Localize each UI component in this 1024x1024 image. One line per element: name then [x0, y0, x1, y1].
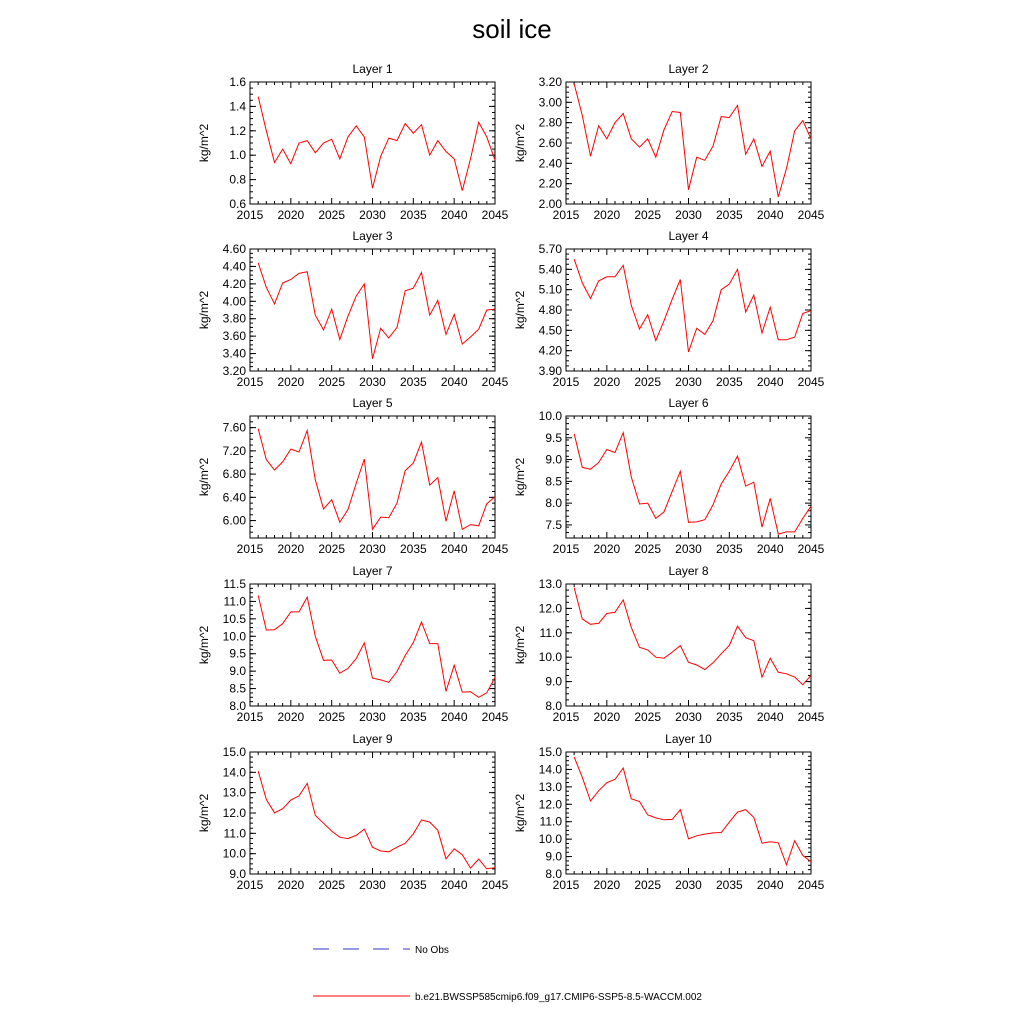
x-tick-label: 2015 [236, 710, 264, 724]
panel-title: Layer 4 [668, 229, 709, 243]
x-tick-label: 2040 [440, 208, 468, 222]
y-tick-label: 11.0 [223, 826, 246, 841]
y-tick-label: 12.0 [222, 806, 246, 820]
x-tick-label: 2035 [715, 208, 743, 222]
y-tick-label: 2.60 [538, 136, 562, 150]
legend-model-label: b.e21.BWSSP585cmip6.f09_g17.CMIP6-SSP5-8.5-WACCM.002 [415, 992, 702, 1003]
legend [313, 945, 702, 1003]
y-tick-label: 14.0 [222, 765, 246, 780]
x-tick-label: 2040 [756, 878, 784, 892]
panel-layer-7 [197, 564, 509, 724]
x-tick-label: 2020 [277, 208, 305, 222]
y-tick-label: 3.80 [222, 311, 246, 326]
y-tick-label: 7.5 [545, 517, 562, 532]
x-tick-label: 2025 [634, 375, 662, 389]
y-tick-label: 13.0 [538, 779, 562, 794]
x-tick-label: 2025 [634, 542, 662, 556]
x-tick-label: 2025 [318, 375, 346, 389]
x-tick-label: 2020 [277, 878, 305, 892]
y-tick-label: 6.40 [222, 490, 246, 505]
x-tick-label: 2030 [359, 542, 386, 556]
x-tick-label: 2035 [715, 710, 743, 724]
y-tick-label: 8.0 [545, 699, 562, 713]
y-axis-label: kg/m^2 [513, 457, 527, 497]
x-tick-label: 2030 [675, 375, 702, 389]
y-tick-label: 7.20 [222, 443, 246, 458]
y-tick-label: 9.0 [545, 849, 562, 864]
y-tick-label: 4.20 [222, 276, 246, 291]
panel-title: Layer 9 [352, 732, 393, 746]
x-tick-label: 2020 [277, 542, 305, 556]
x-tick-label: 2040 [756, 710, 784, 724]
y-tick-label: 11.0 [539, 814, 562, 829]
y-tick-label: 10.0 [538, 832, 562, 847]
x-tick-label: 2015 [236, 878, 264, 892]
y-axis-label: kg/m^2 [197, 793, 211, 833]
x-tick-label: 2015 [552, 375, 580, 389]
y-tick-label: 8.5 [229, 681, 246, 696]
x-tick-label: 2035 [399, 542, 427, 556]
panel-title: Layer 2 [668, 62, 709, 76]
y-axis-label: kg/m^2 [197, 457, 211, 497]
panel-title: Layer 8 [668, 564, 709, 578]
panel-layer-3 [197, 229, 509, 389]
x-tick-label: 2045 [481, 375, 509, 389]
x-tick-label: 2040 [756, 542, 784, 556]
y-tick-label: 8.0 [545, 496, 562, 511]
panel-layer-10 [513, 732, 825, 892]
figure-title: soil ice [472, 14, 552, 44]
panel-title: Layer 6 [668, 396, 709, 410]
y-tick-label: 10.5 [222, 611, 246, 626]
x-tick-label: 2040 [756, 208, 784, 222]
x-tick-label: 2020 [277, 710, 305, 724]
x-tick-label: 2045 [797, 208, 825, 222]
x-tick-label: 2045 [797, 542, 825, 556]
y-tick-label: 5.10 [538, 282, 562, 297]
y-tick-label: 4.50 [538, 323, 562, 338]
y-tick-label: 3.20 [222, 364, 246, 378]
panel-layer-5 [197, 396, 509, 556]
y-tick-label: 6.00 [222, 513, 246, 528]
x-tick-label: 2045 [797, 878, 825, 892]
series-line-layer-1 [258, 97, 495, 191]
y-tick-label: 2.40 [538, 156, 562, 171]
x-tick-label: 2045 [481, 208, 509, 222]
y-axis-label: kg/m^2 [513, 290, 527, 330]
x-tick-label: 2030 [359, 375, 386, 389]
y-tick-label: 9.5 [545, 430, 562, 445]
x-tick-label: 2015 [552, 878, 580, 892]
x-tick-label: 2030 [675, 710, 702, 724]
y-tick-label: 13.0 [538, 577, 562, 591]
y-tick-label: 1.4 [229, 99, 246, 114]
x-tick-label: 2015 [552, 542, 580, 556]
y-tick-label: 9.0 [545, 452, 562, 467]
y-tick-label: 1.0 [229, 148, 246, 163]
x-tick-label: 2040 [756, 375, 784, 389]
x-tick-label: 2035 [399, 208, 427, 222]
legend-obs-label: No Obs [415, 945, 449, 956]
y-tick-label: 8.0 [229, 699, 246, 713]
y-tick-label: 9.0 [229, 664, 246, 679]
panel-title: Layer 10 [665, 732, 712, 746]
panel-layer-8 [513, 564, 825, 724]
x-tick-label: 2040 [440, 375, 468, 389]
x-tick-label: 2020 [593, 878, 621, 892]
plot-frame [566, 249, 811, 371]
y-tick-label: 3.00 [538, 95, 562, 110]
x-tick-label: 2015 [236, 542, 264, 556]
y-tick-label: 1.6 [229, 75, 246, 89]
x-tick-label: 2045 [481, 710, 509, 724]
panel-title: Layer 7 [352, 564, 393, 578]
y-tick-label: 4.20 [538, 343, 562, 358]
y-tick-label: 15.0 [538, 745, 562, 759]
x-tick-label: 2020 [277, 375, 305, 389]
series-line-layer-7 [258, 596, 495, 698]
x-tick-label: 2035 [399, 710, 427, 724]
x-tick-label: 2045 [797, 710, 825, 724]
x-tick-label: 2040 [440, 542, 468, 556]
y-tick-label: 10.0 [222, 629, 246, 644]
x-tick-label: 2025 [318, 878, 346, 892]
y-tick-label: 3.90 [538, 364, 562, 378]
y-axis-label: kg/m^2 [513, 123, 527, 163]
plot-frame [250, 416, 495, 538]
x-tick-label: 2020 [593, 375, 621, 389]
x-tick-label: 2045 [481, 878, 509, 892]
y-tick-label: 10.0 [222, 846, 246, 861]
y-tick-label: 10.0 [538, 409, 562, 423]
x-tick-label: 2030 [675, 542, 702, 556]
y-tick-label: 12.0 [538, 601, 562, 616]
x-tick-label: 2035 [399, 375, 427, 389]
y-tick-label: 7.60 [222, 420, 246, 435]
y-axis-label: kg/m^2 [197, 290, 211, 330]
series-line-layer-2 [574, 84, 811, 197]
y-tick-label: 2.00 [538, 197, 562, 211]
series-line-layer-10 [574, 757, 811, 865]
x-tick-label: 2040 [440, 878, 468, 892]
x-tick-label: 2020 [593, 208, 621, 222]
y-axis-label: kg/m^2 [197, 123, 211, 163]
y-tick-label: 11.5 [223, 577, 246, 591]
y-tick-label: 4.40 [222, 259, 246, 274]
x-tick-label: 2035 [715, 542, 743, 556]
series-line-layer-8 [574, 588, 811, 685]
x-tick-label: 2025 [634, 208, 662, 222]
series-line-layer-6 [574, 433, 811, 534]
x-tick-label: 2025 [634, 878, 662, 892]
panel-title: Layer 1 [352, 62, 393, 76]
series-line-layer-4 [574, 259, 811, 352]
x-tick-label: 2020 [593, 542, 621, 556]
y-tick-label: 3.40 [222, 346, 246, 361]
y-tick-label: 4.80 [538, 303, 562, 317]
y-tick-label: 10.0 [538, 650, 562, 665]
x-tick-label: 2025 [318, 208, 346, 222]
y-tick-label: 0.6 [229, 197, 246, 211]
series-line-layer-3 [258, 263, 495, 359]
panel-layer-6 [513, 396, 825, 556]
series-line-layer-5 [258, 429, 495, 530]
y-axis-label: kg/m^2 [513, 625, 527, 665]
panel-title: Layer 5 [352, 396, 393, 410]
series-line-layer-9 [258, 771, 495, 869]
x-tick-label: 2015 [236, 208, 264, 222]
panel-layer-2 [513, 62, 825, 222]
y-axis-label: kg/m^2 [197, 625, 211, 665]
x-tick-label: 2030 [359, 710, 386, 724]
x-tick-label: 2025 [318, 542, 346, 556]
y-tick-label: 0.8 [229, 172, 246, 187]
y-tick-label: 6.80 [222, 467, 246, 482]
y-tick-label: 2.80 [538, 115, 562, 130]
x-tick-label: 2030 [675, 878, 702, 892]
x-tick-label: 2025 [634, 710, 662, 724]
y-tick-label: 9.5 [229, 646, 246, 661]
y-tick-label: 4.00 [222, 294, 246, 309]
y-tick-label: 11.0 [223, 594, 246, 609]
panel-layer-9 [197, 732, 509, 892]
x-tick-label: 2020 [593, 710, 621, 724]
x-tick-label: 2035 [399, 878, 427, 892]
panel-layer-1 [197, 62, 509, 222]
x-tick-label: 2030 [675, 208, 702, 222]
x-tick-label: 2035 [715, 878, 743, 892]
y-tick-label: 5.40 [538, 262, 562, 277]
y-tick-label: 14.0 [538, 762, 562, 777]
x-tick-label: 2035 [715, 375, 743, 389]
panel-layer-4 [513, 229, 825, 389]
plot-frame [250, 752, 495, 874]
y-tick-label: 11.0 [539, 625, 562, 640]
panel-title: Layer 3 [352, 229, 393, 243]
y-tick-label: 2.20 [538, 176, 562, 191]
y-tick-label: 12.0 [538, 797, 562, 812]
y-axis-label: kg/m^2 [513, 793, 527, 833]
y-tick-label: 1.2 [229, 123, 246, 138]
x-tick-label: 2015 [552, 710, 580, 724]
plot-frame [250, 249, 495, 371]
y-tick-label: 15.0 [222, 745, 246, 759]
x-tick-label: 2030 [359, 208, 386, 222]
y-tick-label: 3.20 [538, 75, 562, 89]
plot-frame [566, 584, 811, 706]
plot-frame [566, 752, 811, 874]
plot-frame [250, 584, 495, 706]
y-tick-label: 5.70 [538, 242, 562, 256]
y-tick-label: 9.0 [229, 867, 246, 881]
x-tick-label: 2030 [359, 878, 386, 892]
x-tick-label: 2015 [552, 208, 580, 222]
y-tick-label: 13.0 [222, 785, 246, 800]
x-tick-label: 2025 [318, 710, 346, 724]
y-tick-label: 3.60 [222, 329, 246, 344]
y-tick-label: 8.5 [545, 474, 562, 489]
y-tick-label: 4.60 [222, 242, 246, 256]
y-tick-label: 9.0 [545, 674, 562, 689]
y-tick-label: 8.0 [545, 867, 562, 881]
x-tick-label: 2040 [440, 710, 468, 724]
x-tick-label: 2045 [481, 542, 509, 556]
x-tick-label: 2045 [797, 375, 825, 389]
x-tick-label: 2015 [236, 375, 264, 389]
